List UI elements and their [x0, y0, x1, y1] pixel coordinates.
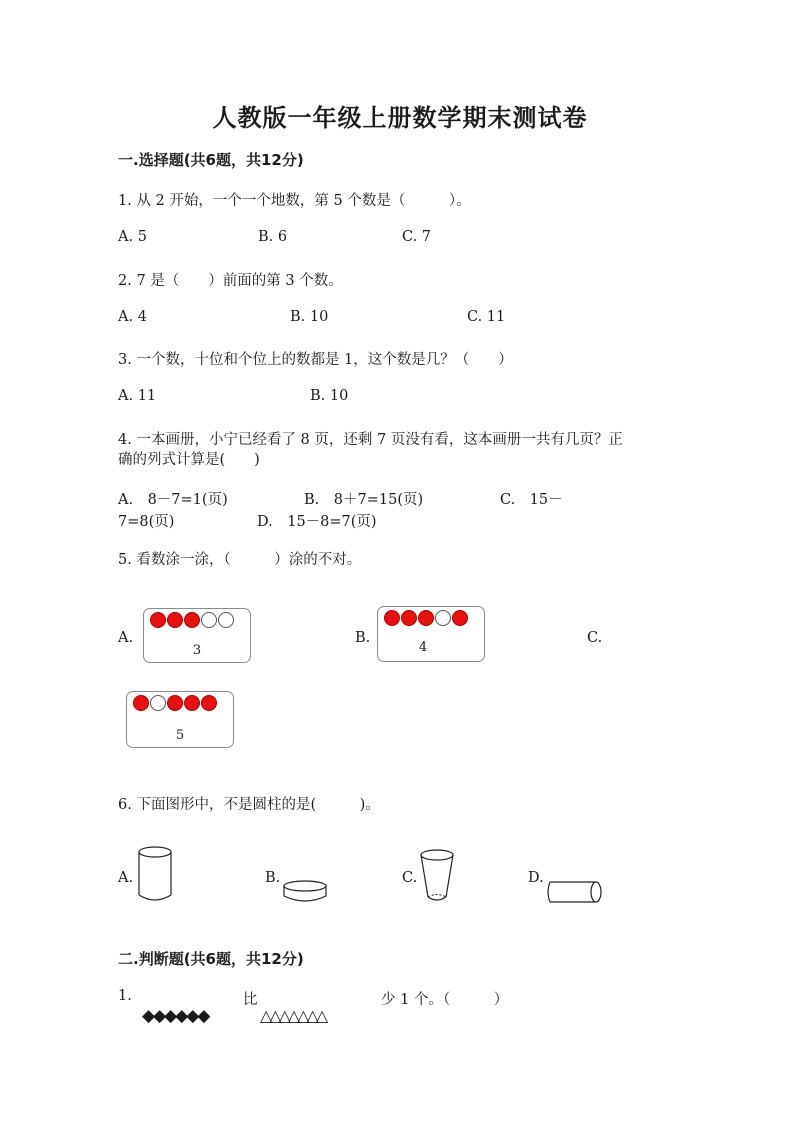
- flat-cylinder-icon: [283, 880, 331, 906]
- bead-red: [201, 695, 217, 711]
- q6-option-d: D.: [528, 870, 544, 886]
- bead-red: [184, 695, 200, 711]
- q6-option-a: A.: [118, 870, 134, 886]
- lying-cylinder-icon: [546, 880, 604, 906]
- q2-option-b: B. 10: [290, 309, 329, 325]
- q4-text-line2: 确的列式计算是( ): [118, 452, 260, 468]
- box-c-number: 5: [175, 728, 185, 743]
- q5-box-b: [377, 606, 485, 662]
- q5-option-c: C.: [587, 630, 603, 646]
- triangles-row-icon: △△△△△△△: [260, 1006, 326, 1025]
- q2-text: 2. 7 是（ ）前面的第 3 个数。: [118, 273, 343, 289]
- bead-white: [435, 610, 451, 626]
- bead-white: [218, 612, 234, 628]
- q1-option-a: A. 5: [118, 229, 147, 245]
- bead-red: [418, 610, 434, 626]
- q4-option-b: B. 8＋7=15(页): [304, 492, 424, 508]
- q4-text-line1: 4. 一本画册，小宁已经看了 8 页，还剩 7 页没有看，这本画册一共有几页？正: [118, 432, 623, 448]
- q2-option-c: C. 11: [467, 309, 506, 325]
- q3-option-b: B. 10: [310, 388, 349, 404]
- bead-red: [401, 610, 417, 626]
- q5-option-b: B.: [355, 630, 371, 646]
- bead-red: [150, 612, 166, 628]
- bead-white: [150, 695, 166, 711]
- bead-white: [201, 612, 217, 628]
- q6-option-c: C.: [402, 870, 418, 886]
- q2-option-a: A. 4: [118, 309, 147, 325]
- q4-option-d: D. 15－8=7(页): [257, 514, 377, 530]
- q5-box-c: [126, 691, 234, 748]
- q5-text: 5. 看数涂一涂，（ ）涂的不对。: [118, 552, 362, 568]
- judge-q1-bi: 比: [243, 992, 258, 1008]
- page-title: 人教版一年级上册数学期末测试卷: [212, 103, 588, 132]
- box-a-number: 3: [192, 643, 202, 658]
- q3-option-a: A. 11: [118, 388, 157, 404]
- bead-row-b: [384, 610, 468, 626]
- bead-red: [167, 612, 183, 628]
- q6-text: 6. 下面图形中，不是圆柱的是( )。: [118, 797, 380, 813]
- bead-red: [384, 610, 400, 626]
- section1-heading: 一.选择题(共6题，共12分): [118, 151, 304, 169]
- q1-option-b: B. 6: [258, 229, 288, 245]
- q3-text: 3. 一个数，十位和个位上的数都是 1，这个数是几？（ ）: [118, 352, 513, 368]
- bead-red: [184, 612, 200, 628]
- q4-option-a: A. 8－7=1(页): [118, 492, 228, 508]
- bead-red: [167, 695, 183, 711]
- q1-option-c: C. 7: [402, 229, 432, 245]
- q4-option-c: C. 15－: [500, 492, 563, 508]
- bead-red: [452, 610, 468, 626]
- diamonds-row-icon: ◆◆◆◆◆◆: [142, 1006, 209, 1026]
- box-b-number: 4: [418, 640, 428, 655]
- q5-option-a: A.: [118, 630, 134, 646]
- bead-row-a: [150, 612, 234, 628]
- judge-q1-number: 1.: [118, 988, 132, 1004]
- q5-box-a: [143, 608, 251, 663]
- q1-text: 1. 从 2 开始，一个一个地数，第 5 个数是（ ）。: [118, 193, 471, 209]
- q6-option-b: B.: [265, 870, 281, 886]
- cup-icon: [419, 849, 459, 905]
- judge-q1-tail: 少 1 个。（ ）: [381, 992, 509, 1008]
- tall-cylinder-icon: [138, 845, 178, 905]
- q4-option-c-cont: 7=8(页): [118, 514, 175, 530]
- section2-heading: 二.判断题(共6题，共12分): [118, 950, 304, 968]
- bead-red: [133, 695, 149, 711]
- bead-row-c: [133, 695, 217, 711]
